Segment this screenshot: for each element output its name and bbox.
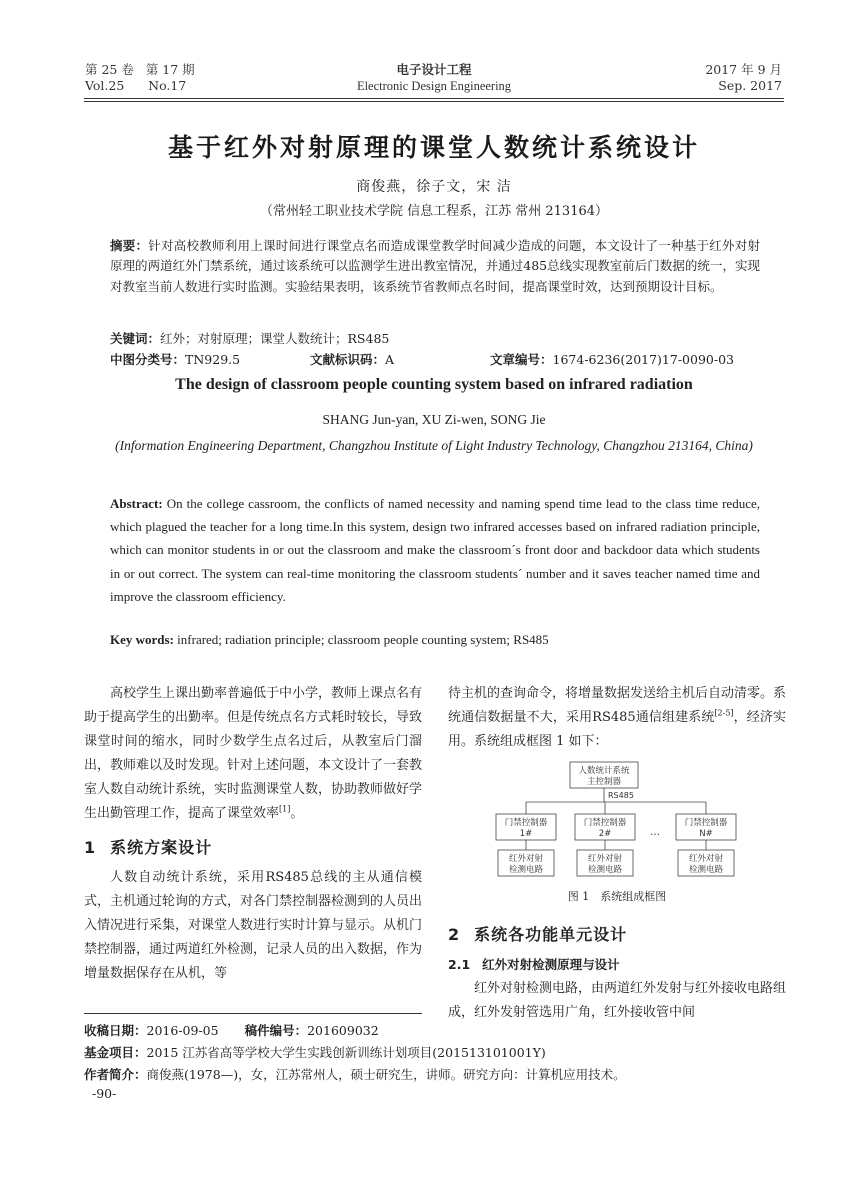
section-1-text: 人数自动统计系统，采用RS485总线的主从通信模式，主机通过轮询的方式，对各门禁控制器检测到的人员出入情况进行采集，对课堂人数进行实时计算与显示。从机门禁控制器，通过两道红外检测，记录人员的出入数据，作为增量数据保存在从机，等 [84, 869, 422, 982]
running-header-date [705, 62, 782, 94]
keywords-en-text: infrared; radiation principle; classroom people counting system; RS485 [173, 632, 549, 647]
manuscript-number: 201609032 [307, 1023, 379, 1038]
fund-label: 基金项目： [84, 1045, 147, 1060]
ir-sensor-2-label-1: 红外对射 [587, 854, 623, 864]
section-1-continuation: 待主机的查询命令，将增量数据发送给主机后自动清零。系统通信数据量不大，采用RS485通信组建系统[2-5]，经济实用。系统组成框图 1 如下： [448, 686, 787, 750]
abstract-cn-text: 针对高校教师利用上课时间进行课堂点名而造成课堂教学时间减少造成的问题，本文设计了一种基于红外对射原理的两道红外门禁系统，通过该系统可以监测学生进出教室情况，并通过485总线实现教室前后门数据的统一，实现对教室当前人数进行实时监测。实验结果表明，该系统节省教师点名时间，提高课堂时效，达到预期设计目标。 [110, 238, 760, 294]
intro-end: 。 [290, 806, 304, 822]
section-1-number: 1 [84, 837, 97, 857]
classification-row [110, 351, 770, 369]
door-controller-n-id: N# [699, 829, 713, 839]
ir-sensor-n-label-2: 检测电路 [688, 865, 724, 875]
abstract-en-text: On the college cassroom, the conflicts of named necessity and naming spend time lead to the class time reduce, which plagued the teacher for a long time.In this system, design two infrared accesses based on infrared radiation principle, which can monitor students in or out the classroom and make the classroom´s front door and backdoor data which students in or out correct. The system can real-time monitoring the classroom students´ number and it saves teacher named time and improve the classroom efficiency. [110, 496, 760, 604]
doc-code-label: 文献标识码： [310, 352, 386, 367]
received-date: 2016-09-05 [146, 1023, 219, 1038]
intro-paragraph [84, 682, 422, 827]
door-controller-n-label: 门禁控制器 [684, 818, 728, 828]
keywords-cn-label: 关键词： [110, 331, 161, 346]
ir-sensor-2-label-2: 检测电路 [587, 865, 623, 875]
header-rule [84, 98, 784, 99]
paper-title-en: The design of classroom people counting system based on infrared radiation [175, 376, 693, 393]
footnote-dates [84, 1020, 784, 1042]
affiliation-cn: （常州轻工职业技术学院 信息工程系，江苏 常州 213164） [259, 204, 609, 219]
section-1-heading [84, 836, 422, 860]
section-2-heading [448, 923, 786, 947]
abstract-en [110, 492, 760, 608]
date-en: Sep. 2017 [718, 78, 782, 93]
affiliation-en: (Information Engineering Department, Changzhou Institute of Light Industry Technology, Changzhou 213164, China) [115, 438, 753, 453]
issue-cn: 第 17 期 [145, 62, 195, 77]
master-label-1: 人数统计系统 [578, 766, 630, 776]
section-2-block [448, 914, 786, 1025]
doc-code-value: A [385, 352, 395, 367]
keywords-en-label: Key words: [110, 632, 174, 647]
received-label: 收稿日期： [84, 1023, 147, 1038]
paper-title-cn: 基于红外对射原理的课堂人数统计系统设计 [167, 133, 700, 162]
door-controller-1-label: 门禁控制器 [504, 818, 548, 828]
keywords-cn-text: 红外；对射原理；课堂人数统计；RS485 [160, 331, 390, 346]
fund-text: 2015 江苏省高等学校大学生实践创新训练计划项目(201513101001Y) [146, 1045, 546, 1060]
journal-name-en: Electronic Design Engineering [356, 79, 512, 93]
clc-label: 中图分类号： [110, 352, 186, 367]
intro-text: 高校学生上课出勤率普遍低于中小学，教师上课点名有助于提高学生的出勤率。但是传统点名方式耗时较长，导致课堂时间的缩水，同时少数学生点名过后，从教室后门溜出，教师难以及时发现。针对上述问题，本文设计了一套教室人数自动统计系统，实时监测课堂人数，协助教师做好学生出勤管理工作，提高了课堂效率 [84, 686, 423, 822]
article-number-label: 文章编号： [490, 352, 553, 367]
door-controller-2-id: 2# [598, 829, 612, 839]
date-cn: 2017 年 9 月 [705, 62, 782, 77]
section-2-title: 系统各功能单元设计 [474, 925, 628, 944]
figure-1-caption: 图 1 系统组成框图 [567, 890, 667, 903]
body-column-right [448, 682, 786, 754]
citation-2-5: [2-5] [714, 708, 734, 718]
authors-cn: 商俊燕，徐子文，宋 洁 [356, 179, 512, 195]
section-1-title: 系统方案设计 [110, 837, 213, 857]
door-controller-1-id: 1# [519, 829, 533, 839]
footnote-fund [84, 1042, 784, 1064]
abstract-en-label: Abstract: [110, 496, 163, 511]
keywords-en [110, 631, 760, 649]
bio-label: 作者简介： [84, 1067, 147, 1082]
body-column-left [84, 682, 422, 986]
header-rule-thin [84, 101, 784, 102]
door-controller-2-label: 门禁控制器 [583, 818, 627, 828]
ir-sensor-n-label-1: 红外对射 [688, 854, 724, 864]
section-1-end: ，经济实用。系统组成框图 1 如下： [448, 710, 786, 750]
manuscript-label: 稿件编号： [244, 1023, 308, 1038]
section-1-paragraph [84, 866, 422, 986]
journal-name-cn: 电子设计工程 [396, 62, 472, 77]
citation-1: [1] [279, 805, 291, 815]
ir-sensor-1-label-2: 检测电路 [508, 865, 544, 875]
subsection-2-1-paragraph: 红外对射检测电路，由两道红外发射与红外接收电路组成，红外发射管选用广角，红外接收管中间 [448, 981, 787, 1021]
issue-en: No.17 [148, 78, 187, 93]
footnote-bio [84, 1064, 784, 1086]
clc-value: TN929.5 [185, 352, 241, 367]
ellipsis: … [650, 827, 660, 838]
figure-1-block-diagram [492, 760, 742, 880]
footnote-rule [84, 1013, 422, 1014]
volume-en: Vol.25 [85, 78, 125, 93]
section-2-number: 2 [448, 925, 461, 944]
page-number: -90- [92, 1086, 117, 1101]
subsection-2-1-number: 2.1 [448, 957, 471, 973]
footnotes [84, 1020, 784, 1086]
subsection-2-1-heading [448, 953, 786, 977]
article-number-value: 1674-6236(2017)17-0090-03 [552, 352, 734, 367]
authors-en: SHANG Jun-yan, XU Zi-wen, SONG Jie [322, 412, 546, 427]
bio-text: 商俊燕(1978—)，女，江苏常州人，硕士研究生，讲师。研究方向：计算机应用技术。 [146, 1067, 626, 1082]
subsection-2-1-title: 红外对射检测原理与设计 [482, 957, 620, 973]
keywords-cn [110, 330, 760, 348]
volume-cn: 第 25 卷 [85, 62, 134, 77]
ir-sensor-1-label-1: 红外对射 [508, 854, 544, 864]
master-label-2: 主控制器 [586, 777, 622, 787]
abstract-cn [110, 236, 760, 297]
abstract-cn-label: 摘要： [110, 238, 149, 253]
bus-label: RS485 [608, 791, 634, 800]
